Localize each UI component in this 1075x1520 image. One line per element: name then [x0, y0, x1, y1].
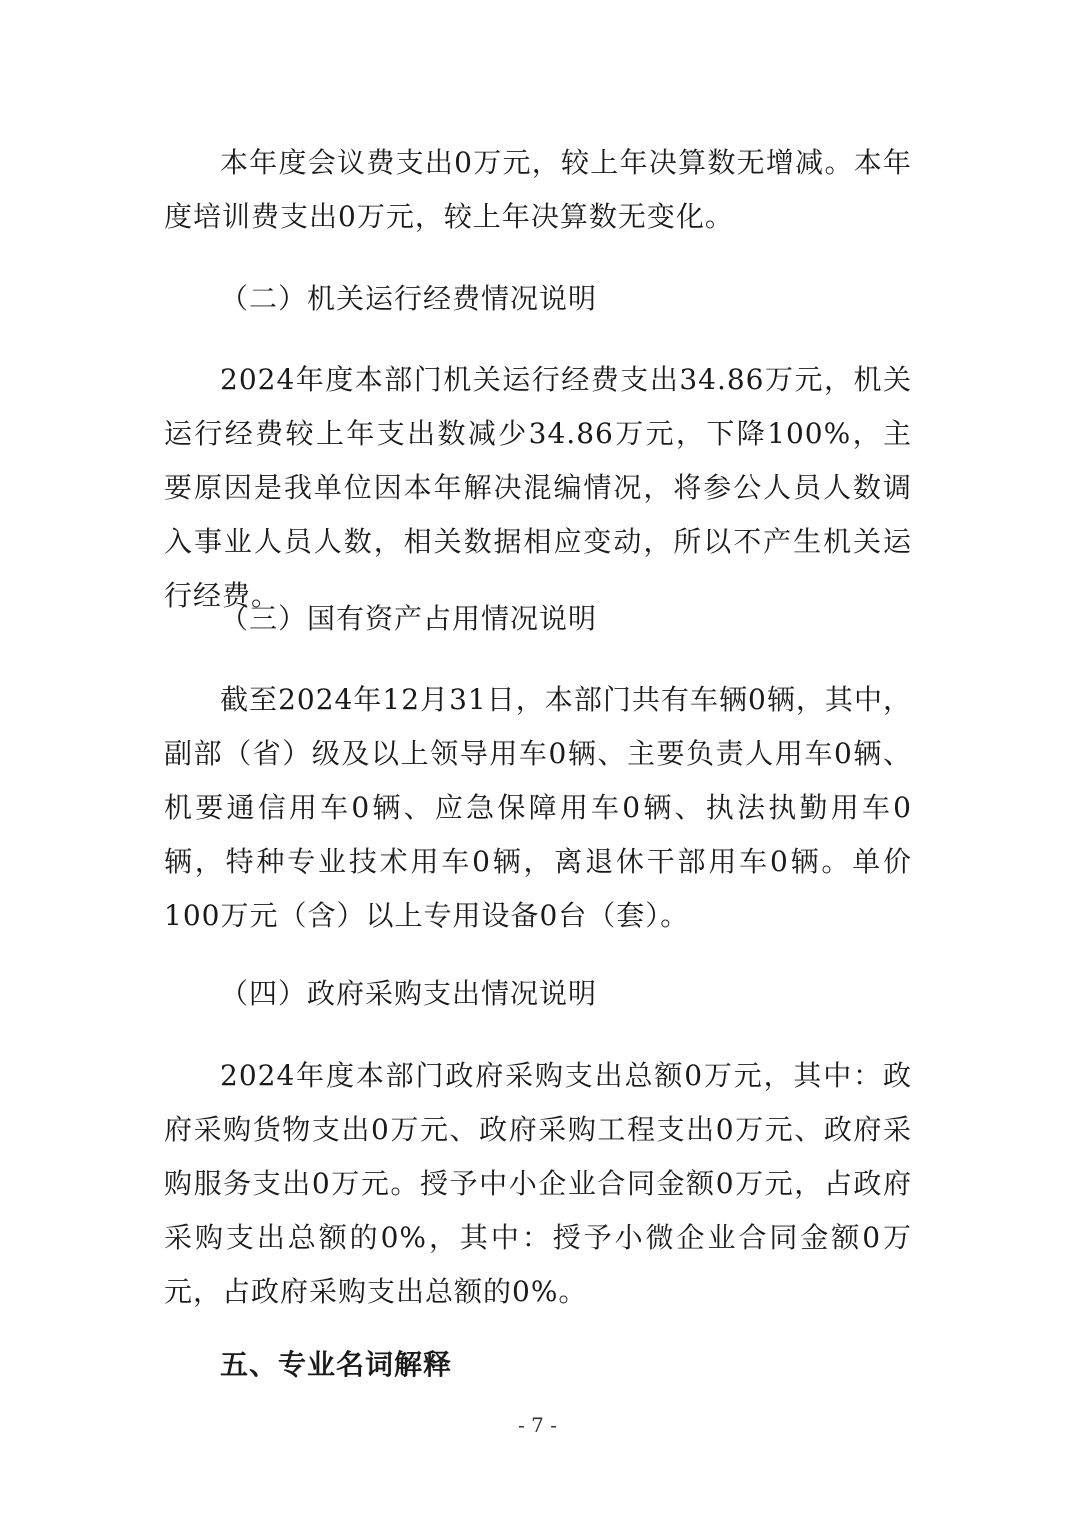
subheading-state-assets: （三）国有资产占用情况说明 [220, 602, 598, 635]
paragraph-state-assets: 截至2024年12月31日，本部门共有车辆0辆，其中，副部（省）级及以上领导用车0辆、主要负责人用车0辆、机要通信用车0辆、应急保障用车0辆、执法执勤用车0辆，特种专业技术用车0辆，离退休干部用车0辆。单价100万元（含）以上专用设备0台（套）。 [164, 683, 912, 932]
page-number: - 7 - [518, 1413, 557, 1437]
section-heading-terminology: 五、专业名词解释 [220, 1348, 453, 1381]
subheading-operating-expenses: （二）机关运行经费情况说明 [220, 282, 598, 315]
paragraph-operating-expenses: 2024年度本部门机关运行经费支出34.86万元，机关运行经费较上年支出数减少34.86万元，下降100%，主要原因是我单位因本年解决混编情况，将参公人员人数调入事业人员人数，相关数据相应变动，所以不产生机关运行经费。 [164, 363, 912, 612]
paragraph-government-procurement: 2024年度本部门政府采购支出总额0万元，其中：政府采购货物支出0万元、政府采购工程支出0万元、政府采购服务支出0万元。授予中小企业合同金额0万元，占政府采购支出总额的0%，其中：授予小微企业合同金额0万元，占政府采购支出总额的0%。 [164, 1059, 912, 1308]
subheading-government-procurement: （四）政府采购支出情况说明 [220, 977, 598, 1010]
paragraph-meeting-training-fees: 本年度会议费支出0万元，较上年决算数无增减。本年度培训费支出0万元，较上年决算数无变化。 [164, 146, 912, 233]
